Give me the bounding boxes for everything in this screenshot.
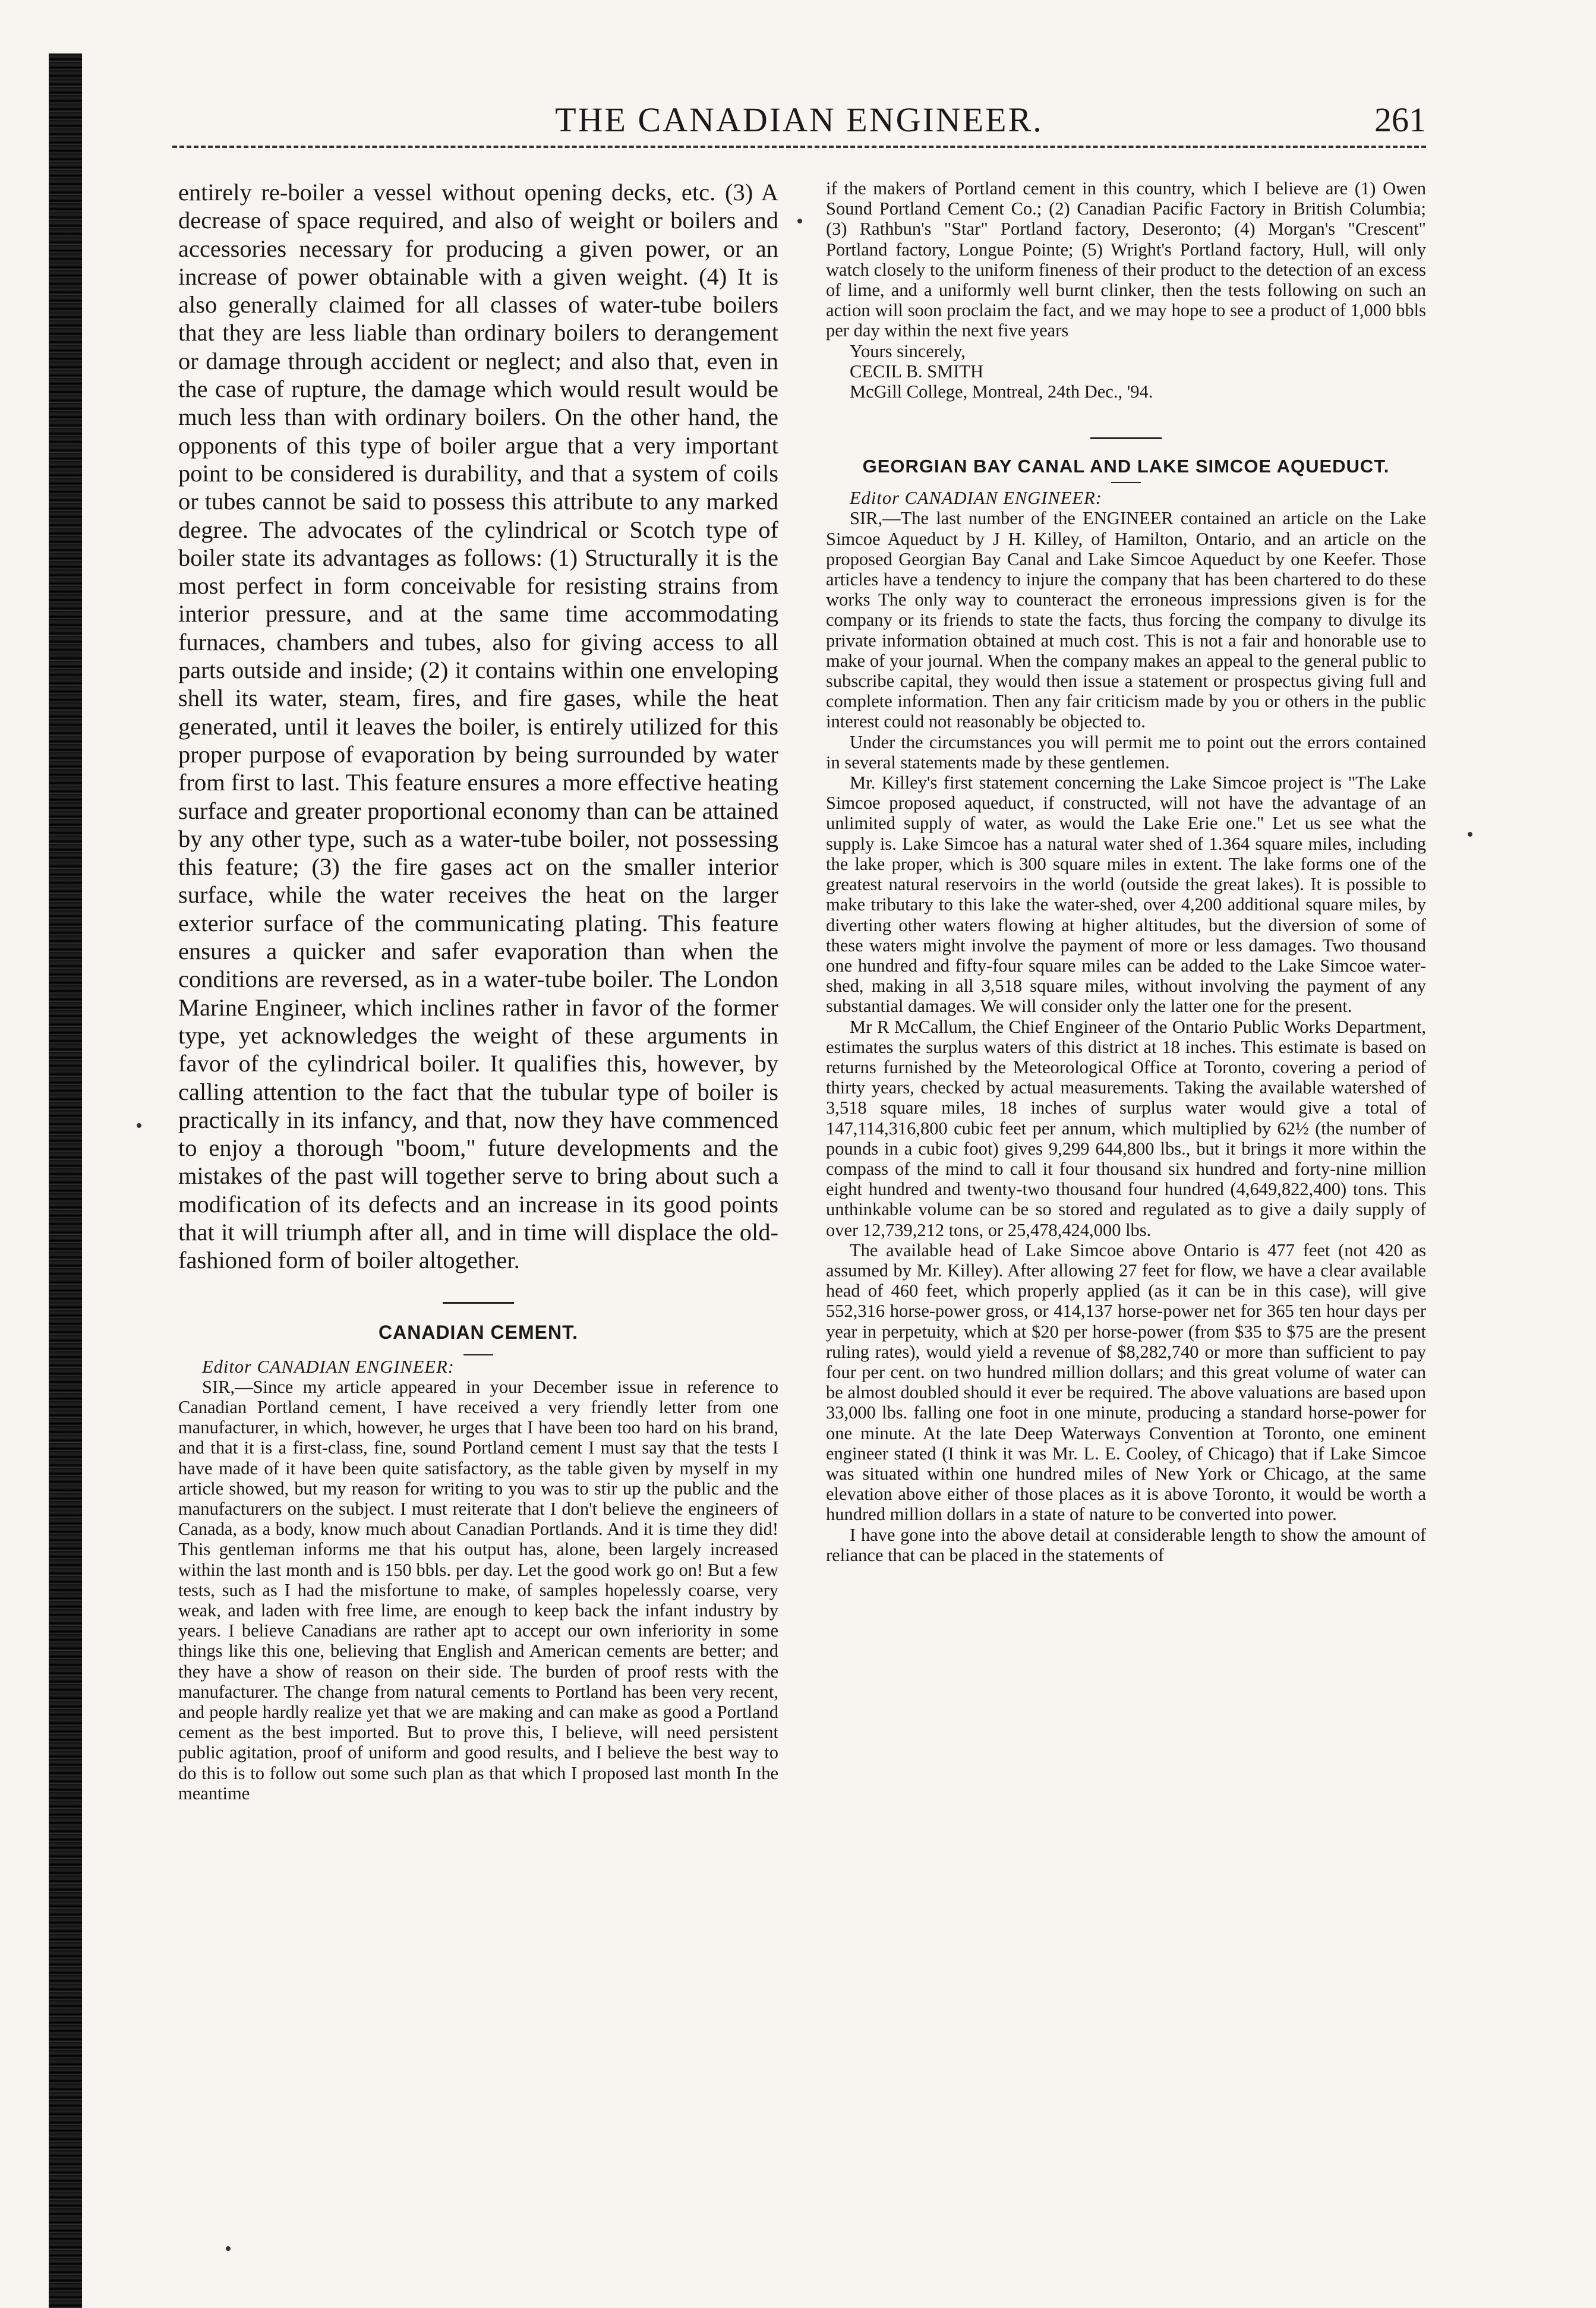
boiler-paragraph: entirely re-boiler a vessel without opening decks, etc. (3) A decrease of space required, and also of weight or boilers and accessories necessary for producing a given power, or an increase of power obtainable with a given weight. (4) It is also generally claimed for all classes of water-tube boilers that they are less liable than ordinary boilers to derangement or damage through accident or neglect; and also that, even in the case of rupture, the damage which would result would be much less than with ordinary boilers. On the other hand, the opponents of this type of boiler argue that a very important point to be considered is durability, and that a system of coils or tubes cannot be said to possess this attribute to any marked degree. The advocates of the cylindrical or Scotch type of boiler state its advantages as follows: (1) Structurally it is the most perfect in form conceivable for resisting strains from interior pressure, and at the same time accommodating furnaces, chambers and tubes, also for giving access to all parts outside and inside; (2) it contains within one enveloping shell its water, steam, fires, and fire gases, while the heat generated, until it leaves the boiler, is entirely utilized for this proper purpose of evaporation by being surrounded by water from first to last. This feature ensures a more effective heating surface and greater proportional economy than can be attained by any other type, such as a water-tube boiler, not possessing this feature; (3) the fire gases act on the smaller interior surface, while the water receives the heat on the larger exterior surface of the communicating plating. This feature ensures a quicker and safer evaporation than when the conditions are reversed, as in a water-tube boiler. The London Marine Engineer, which inclines rather in favor of the former type, yet acknowledges the weight of these arguments in favor of the cylindrical boiler. It qualifies this, however, by calling attention to the fact that the tubular type of boiler is practically in its infancy, and that, now they have commenced to enjoy a thorough "boom," future developments and the mistakes of the past will together serve to bring about such a modification of its defects and an increase in its good points that it will triumph after all, and in time will displace the old-fashioned form of boiler altogether.: [178, 179, 778, 1274]
section-divider: [443, 1302, 514, 1304]
letter-signature: CECIL B. SMITH: [850, 361, 984, 381]
canal-heading: GEORGIAN BAY CANAL AND LAKE SIMCOE AQUEDUCT.: [862, 456, 1390, 477]
cement-heading: CANADIAN CEMENT.: [379, 1321, 578, 1343]
canal-paragraph-4: Mr R McCallum, the Chief Engineer of the Ontario Public Works Department, estimates the surplus waters of this district at 18 inches. This estimate is based on returns furnished by the Meteorological Office at Toronto, covering a period of thirty years, checked by actual measurements. Taking the available watershed of 3,518 square miles, 18 inches of surplus water would give a total of 147,114,316,800 cubic feet per annum, which multiplied by 62½ (the number of pounds in a cubic foot) gives 9,299 644,800 lbs., but it brings it more within the compass of the mind to call it four thousand six hundred and forty-nine million eight hundred and twenty-two thousand four hundred (4,649,822,400) tons. This unthinkable volume can be so stored and regulated as to give a daily supply of over 12,739,212 tons, or 25,478,424,000 lbs.: [826, 1016, 1426, 1240]
canal-paragraph-5: The available head of Lake Simcoe above Ontario is 477 feet (not 420 as assumed by Mr. Killey). After allowing 27 feet for flow, we have a clear available head of 460 feet, which properly applied (as it can be in this case), will give 552,316 horse-power gross, or 414,137 horse-power net for 365 ten hour days per year in perpetuity, which at $20 per horse-power (from $35 to $75 are the present ruling rates), would yield a revenue of $8,282,740 or more than sufficient to pay four per cent. on two hundred million dollars; and this great volume of water can be almost doubled should it ever be required. The above valuations are based upon 33,000 lbs. falling one foot in one minute, producing a standard horse-power for one minute. At the late Deep Waterways Convention at Toronto, one eminent engineer stated (I think it was Mr. L. E. Cooley, of Chicago) that if Lake Simcoe was situated within one hundred miles of New York or Chicago, at the same elevation above either of those places as it is above Toronto, it would be worth a hundred million dollars in a state of nature to be converted into power.: [826, 1240, 1426, 1525]
canal-editor-salutation: Editor CANADIAN ENGINEER:: [850, 488, 1102, 509]
running-header: [172, 95, 1426, 149]
page-binding-edge: [49, 53, 82, 2308]
header-rule: [172, 146, 1426, 148]
journal-title: THE CANADIAN ENGINEER.: [555, 100, 1043, 139]
cement-letter-continued: if the makers of Portland cement in this country, which I believe are (1) Owen Sound Portland Cement Co.; (2) Canadian Pacific Factory in British Columbia; (3) Rathbun's "Star" Portland factory, Deseronto; (4) Morgan's "Crescent" Portland factory, Longue Pointe; (5) Wright's Portland factory, Hull, will only watch closely to the uniform fineness of their product to the detection of an excess of lime, and a uniformly well burnt clinker, then the tests following on such an action will soon proclaim the fact, and we may hope to see a product of 1,000 bbls per day within the next five years: [826, 178, 1426, 341]
cement-letter: SIR,—Since my article appeared in your December issue in reference to Canadian Portland cement, I have received a very friendly letter from one manufacturer, in which, however, he urges that I have been too hard on his brand, and that it is a first-class, fine, sound Portland cement I must say that the tests I have made of it have been quite satisfactory, as the table given by myself in my article showed, but my reason for writing to you was to stir up the public and the manufacturers on the subject. I must reiterate that I don't believe the engineers of Canada, as a body, know much about Canadian Portlands. And it is time they did! This gentleman informs me that his output has, alone, been largely increased within the last month and is 150 bbls. per day. Let the good work go on! But a few tests, such as I had the misfortune to make, of samples hopelessly coarse, very weak, and laden with free lime, are enough to keep back the infant industry by years. I believe Canadians are rather apt to accept our own inferiority in some things like this one, believing that English and American cements are better; and they have a show of reason on their side. The burden of proof rests with the manufacturer. The change from natural cements to Portland has been very recent, and people hardly realize yet that we are making and can make as good a Portland cement as the best imported. But to prove this, I believe, will need persistent public agitation, proof of uniform and good results, and I believe the best way to do this is to follow out some such plan as that which I proposed last month In the meantime: [178, 1376, 778, 1803]
letter-dateline: McGill College, Montreal, 24th Dec., '94.: [850, 381, 1153, 402]
left-column: [178, 178, 778, 1803]
print-speck: [226, 2246, 231, 2251]
cement-editor-salutation: Editor CANADIAN ENGINEER:: [202, 1356, 455, 1377]
section-divider: [1090, 437, 1162, 439]
heading-underline: [463, 1354, 493, 1355]
canal-paragraph-3: Mr. Killey's first statement concerning the Lake Simcoe project is "The Lake Simcoe proposed aqueduct, if constructed, will not have the advantage of an unlimited supply of water, as would the Lake Erie one." Let us see what the supply is. Lake Simcoe has a natural water shed of 1.364 square miles, including the lake proper, which is 300 square miles in extent. The lake forms one of the greatest natural reservoirs in the world (outside the great lakes). It is possible to make tributary to this lake the water-shed, over 4,200 additional square miles, by diverting other waters flowing at higher altitudes, but the diversion of some of these waters might involve the payment of more or less damages. Two thousand one hundred and fifty-four square miles can be added to the Lake Simcoe water-shed, making in all 3,518 square miles, without involving the payment of any substantial damages. We will consider only the latter one for the present.: [826, 773, 1426, 1017]
right-column: [826, 178, 1426, 1565]
page-number: 261: [1374, 100, 1426, 139]
print-speck: [797, 219, 802, 223]
canal-paragraph-1: SIR,—The last number of the ENGINEER contained an article on the Lake Simcoe Aqueduct by J H. Killey, of Hamilton, Ontario, and an article on the proposed Georgian Bay Canal and Lake Simcoe Aqueduct by one Keefer. Those articles have a tendency to injure the company that has been chartered to do these works The only way to counteract the erroneous impressions given is for the company or its friends to state the facts, thus forcing the company to divulge its private information obtained at much cost. This is not a fair and honorable use to make of your journal. When the company makes an appeal to the general public to subscribe capital, they would then issue a statement or prospectus giving full and complete information. Then any fair criticism made by you or others in the public interest could not reasonably be objected to.: [826, 508, 1426, 732]
canal-paragraph-2: Under the circumstances you will permit me to point out the errors contained in several statements made by these gentlemen.: [826, 732, 1426, 773]
letter-closing: Yours sincerely,: [850, 340, 966, 361]
print-speck: [1468, 832, 1472, 837]
print-speck: [137, 1123, 141, 1128]
heading-underline: [1111, 482, 1141, 483]
canal-paragraph-6: I have gone into the above detail at considerable length to show the amount of reliance that can be placed in the statements of: [826, 1524, 1426, 1565]
